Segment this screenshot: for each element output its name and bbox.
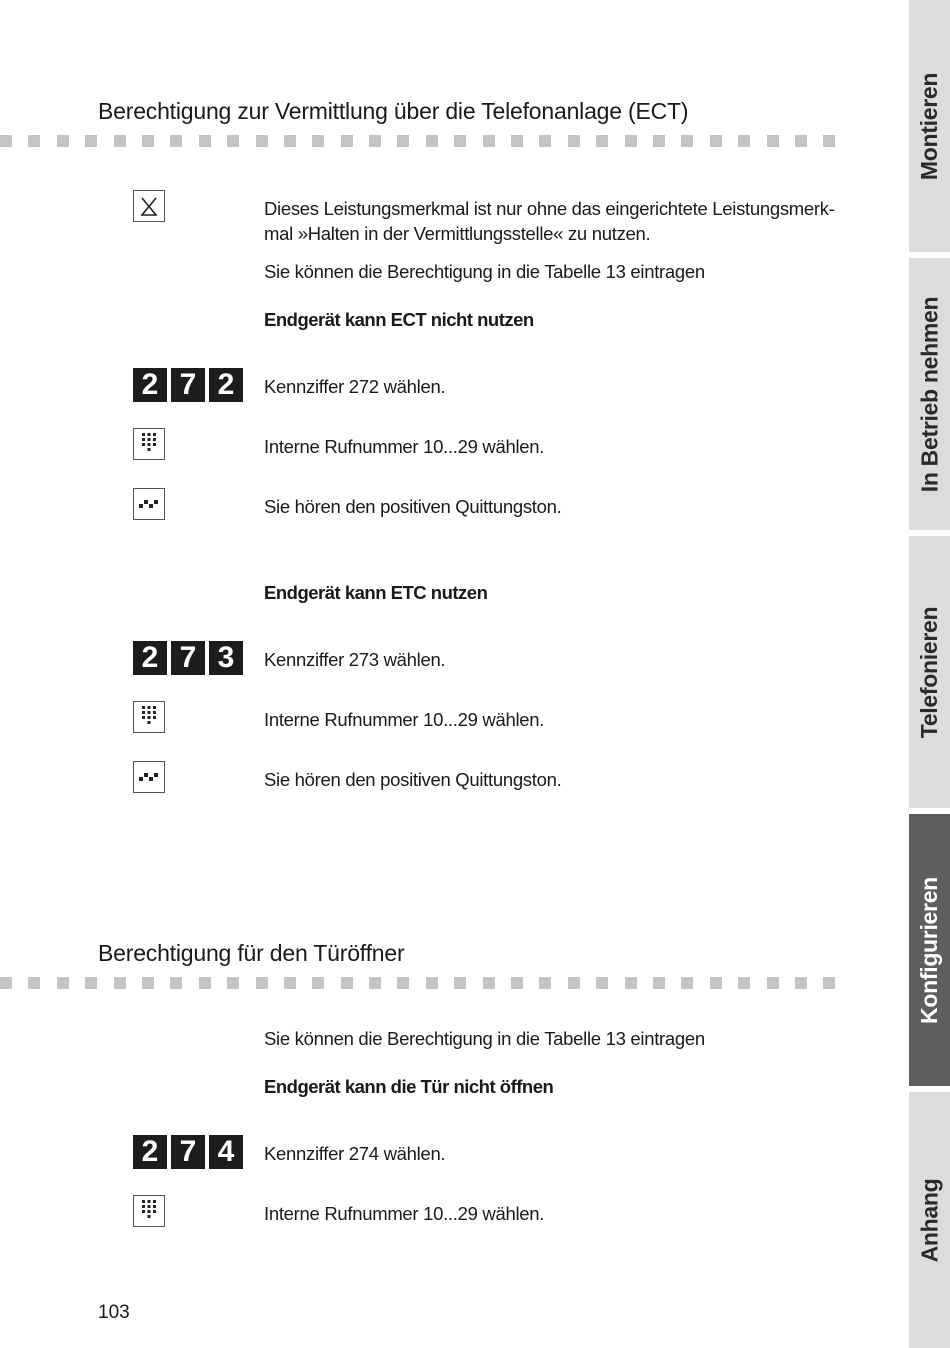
tab-anhang[interactable] — [909, 1092, 950, 1348]
key-digit: 2 — [133, 641, 167, 675]
tab-label: In Betrieb nehmen — [916, 296, 943, 492]
step-text: Interne Rufnummer 10...29 wählen. — [264, 1203, 545, 1224]
key-digit: 4 — [209, 1135, 243, 1169]
step-text: Sie hören den positiven Quittungston. — [264, 496, 562, 517]
step-text: Kennziffer 273 wählen. — [264, 649, 446, 670]
note-line-1: Dieses Leistungsmerkmal ist nur ohne das eingerichtete Leistungsmerk- — [264, 198, 835, 219]
step-text: Interne Rufnummer 10...29 wählen. — [264, 709, 545, 730]
note-x-icon — [133, 190, 165, 222]
dotted-divider — [0, 135, 850, 147]
note-line-2: mal »Halten in der Vermittlungsstelle« zu nutzen. — [264, 223, 651, 244]
tab-label: Konfigurieren — [916, 876, 943, 1024]
key-digit: 3 — [209, 641, 243, 675]
confirm-tone-icon — [133, 488, 165, 520]
code-keys-273 — [133, 641, 243, 675]
step-text: Kennziffer 272 wählen. — [264, 376, 446, 397]
code-keys-274 — [133, 1135, 243, 1169]
keypad-icon — [133, 701, 165, 733]
section-title-ect: Berechtigung zur Vermittlung über die Telefonanlage (ECT) — [98, 98, 689, 124]
keypad-icon — [133, 1195, 165, 1227]
key-digit: 7 — [171, 641, 205, 675]
tab-konfigurieren[interactable] — [909, 814, 950, 1086]
tab-label: Montieren — [916, 72, 943, 180]
code-keys-272 — [133, 368, 243, 402]
key-digit: 7 — [171, 368, 205, 402]
subheading-door-no: Endgerät kann die Tür nicht öffnen — [264, 1076, 554, 1097]
page-number: 103 — [98, 1302, 130, 1323]
step-text: Sie hören den positiven Quittungston. — [264, 769, 562, 790]
step-text: Kennziffer 274 wählen. — [264, 1143, 446, 1164]
tab-label: Telefonieren — [916, 606, 943, 738]
confirm-tone-icon — [133, 761, 165, 793]
section-title-door-opener: Berechtigung für den Türöffner — [98, 940, 405, 966]
tab-montieren[interactable] — [909, 0, 950, 252]
key-digit: 2 — [133, 1135, 167, 1169]
tab-in-betrieb-nehmen[interactable] — [909, 258, 950, 530]
tab-telefonieren[interactable] — [909, 536, 950, 808]
key-digit: 7 — [171, 1135, 205, 1169]
intro-text: Sie können die Berechtigung in die Tabelle 13 eintragen — [264, 261, 705, 282]
key-digit: 2 — [209, 368, 243, 402]
step-text: Interne Rufnummer 10...29 wählen. — [264, 436, 545, 457]
subheading-ect-yes: Endgerät kann ETC nutzen — [264, 582, 488, 603]
tab-label: Anhang — [916, 1178, 942, 1262]
keypad-icon — [133, 428, 165, 460]
dotted-divider — [0, 977, 850, 989]
subheading-ect-no: Endgerät kann ECT nicht nutzen — [264, 309, 534, 330]
key-digit: 2 — [133, 368, 167, 402]
intro-text: Sie können die Berechtigung in die Tabelle 13 eintragen — [264, 1028, 705, 1049]
